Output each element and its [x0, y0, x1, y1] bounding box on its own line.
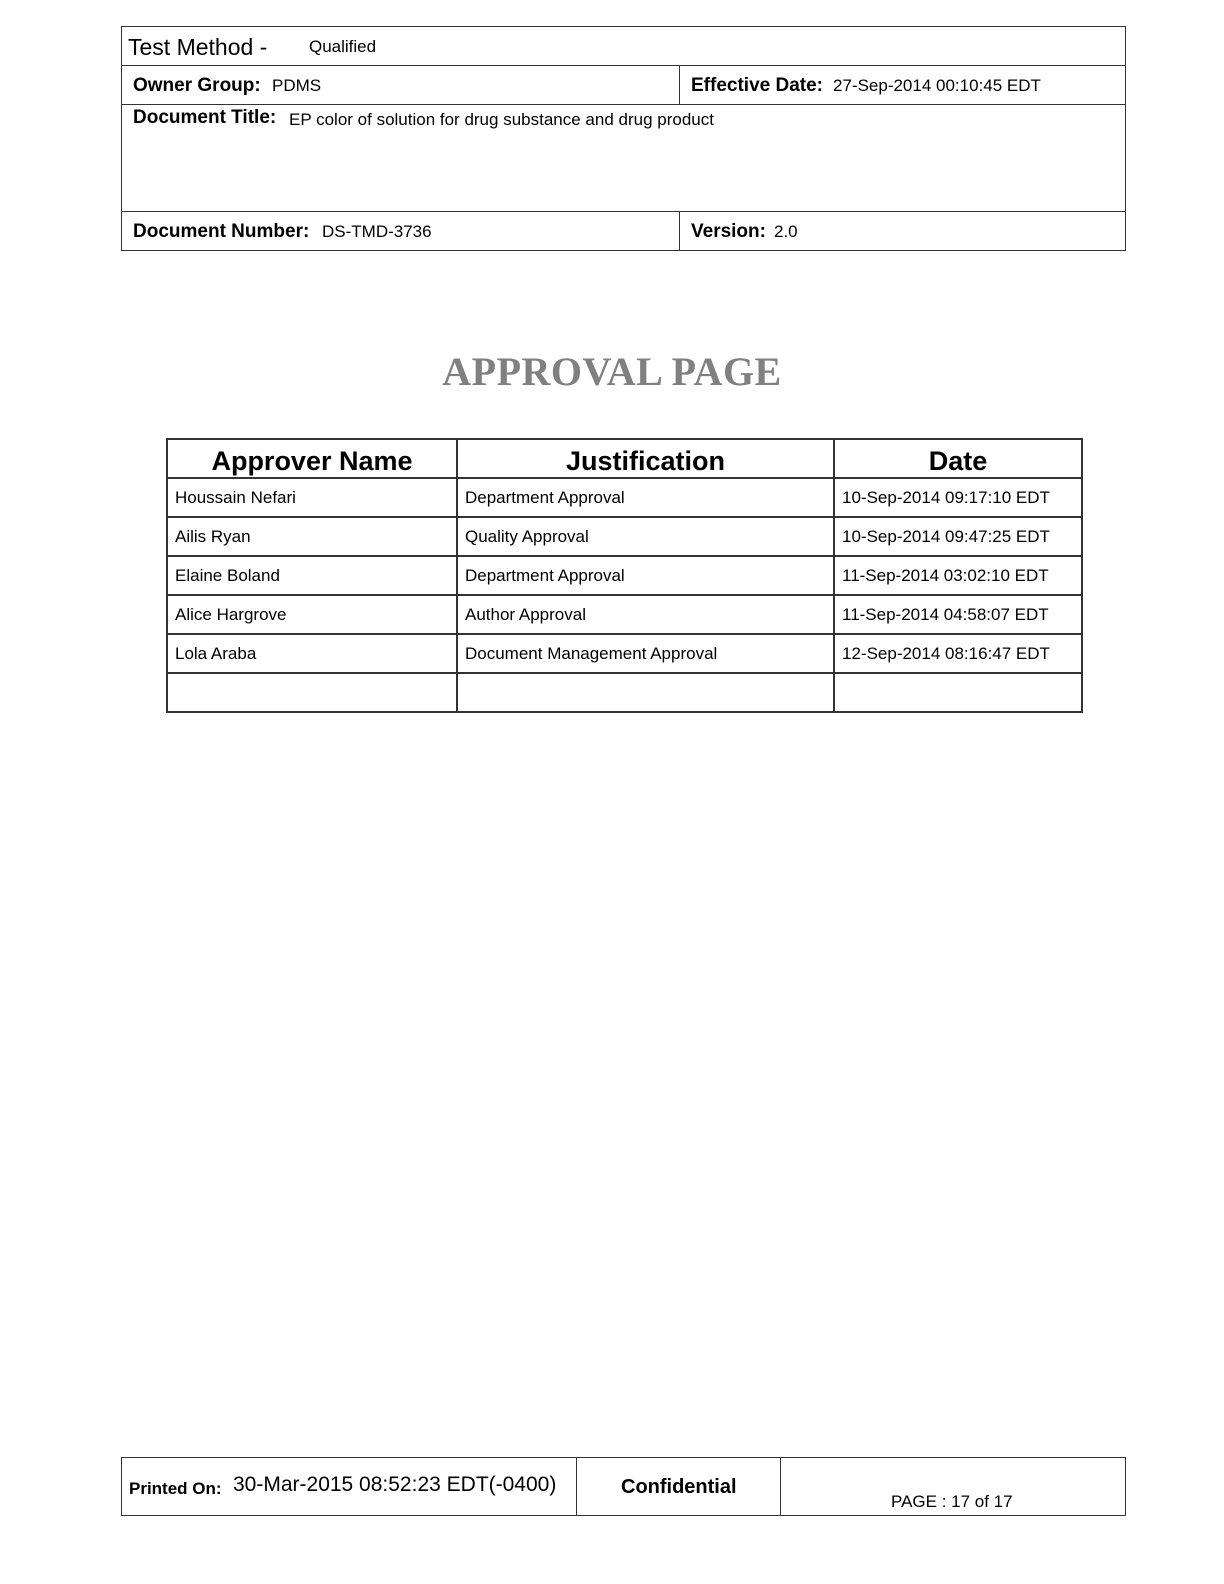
- document-footer: [121, 1457, 1126, 1516]
- approver-name-cell: Alice Hargrove: [167, 595, 457, 634]
- effective-date-label: Effective Date:: [691, 75, 823, 96]
- justification-cell: Quality Approval: [457, 517, 834, 556]
- footer-divider: [780, 1458, 781, 1515]
- justification-cell: Department Approval: [457, 556, 834, 595]
- table-row-empty: [167, 673, 1082, 712]
- document-title-label: Document Title:: [133, 107, 277, 128]
- version-label: Version:: [691, 221, 766, 242]
- header-divider: [679, 65, 680, 104]
- header-divider: [122, 104, 1125, 105]
- owner-group-value: PDMS: [272, 76, 322, 95]
- page-title: APPROVAL PAGE: [442, 349, 782, 394]
- justification-cell: Document Management Approval: [457, 634, 834, 673]
- column-header-approver-name: Approver Name: [167, 439, 457, 478]
- approver-name-cell: Ailis Ryan: [167, 517, 457, 556]
- date-cell: 10-Sep-2014 09:47:25 EDT: [834, 517, 1082, 556]
- page-number: PAGE : 17 of 17: [891, 1492, 1013, 1511]
- date-cell: [834, 673, 1082, 712]
- version-value: 2.0: [774, 222, 798, 241]
- document-number-label: Document Number:: [133, 221, 310, 242]
- confidential-label: Confidential: [621, 1476, 737, 1498]
- header-divider: [122, 211, 1125, 212]
- date-cell: 11-Sep-2014 03:02:10 EDT: [834, 556, 1082, 595]
- printed-on-label: Printed On:: [129, 1479, 222, 1498]
- effective-date-value: 27-Sep-2014 00:10:45 EDT: [833, 76, 1041, 95]
- table-row: [167, 478, 1082, 517]
- column-header-date: Date: [834, 439, 1082, 478]
- approver-name-cell: [167, 673, 457, 712]
- document-number-value: DS-TMD-3736: [322, 222, 432, 241]
- justification-cell: [457, 673, 834, 712]
- table-row: [167, 556, 1082, 595]
- header-divider: [679, 211, 680, 251]
- printed-on-value: 30-Mar-2015 08:52:23 EDT(-0400): [233, 1473, 557, 1496]
- approver-name-cell: Lola Araba: [167, 634, 457, 673]
- doc-status: Qualified: [309, 37, 377, 56]
- owner-group-label: Owner Group:: [133, 75, 261, 96]
- doc-type: Test Method -: [128, 34, 268, 60]
- justification-cell: Department Approval: [457, 478, 834, 517]
- document-header: [121, 26, 1126, 251]
- column-header-justification: Justification: [457, 439, 834, 478]
- document-title-value: EP color of solution for drug substance and drug product: [289, 110, 714, 129]
- table-row: [167, 517, 1082, 556]
- date-cell: 11-Sep-2014 04:58:07 EDT: [834, 595, 1082, 634]
- table-header-row: [167, 439, 1082, 478]
- date-cell: 10-Sep-2014 09:17:10 EDT: [834, 478, 1082, 517]
- justification-cell: Author Approval: [457, 595, 834, 634]
- table-row: [167, 595, 1082, 634]
- table-row: [167, 634, 1082, 673]
- approval-table: [166, 438, 1083, 713]
- header-divider: [122, 65, 1125, 66]
- approver-name-cell: Elaine Boland: [167, 556, 457, 595]
- date-cell: 12-Sep-2014 08:16:47 EDT: [834, 634, 1082, 673]
- footer-divider: [576, 1458, 577, 1515]
- approver-name-cell: Houssain Nefari: [167, 478, 457, 517]
